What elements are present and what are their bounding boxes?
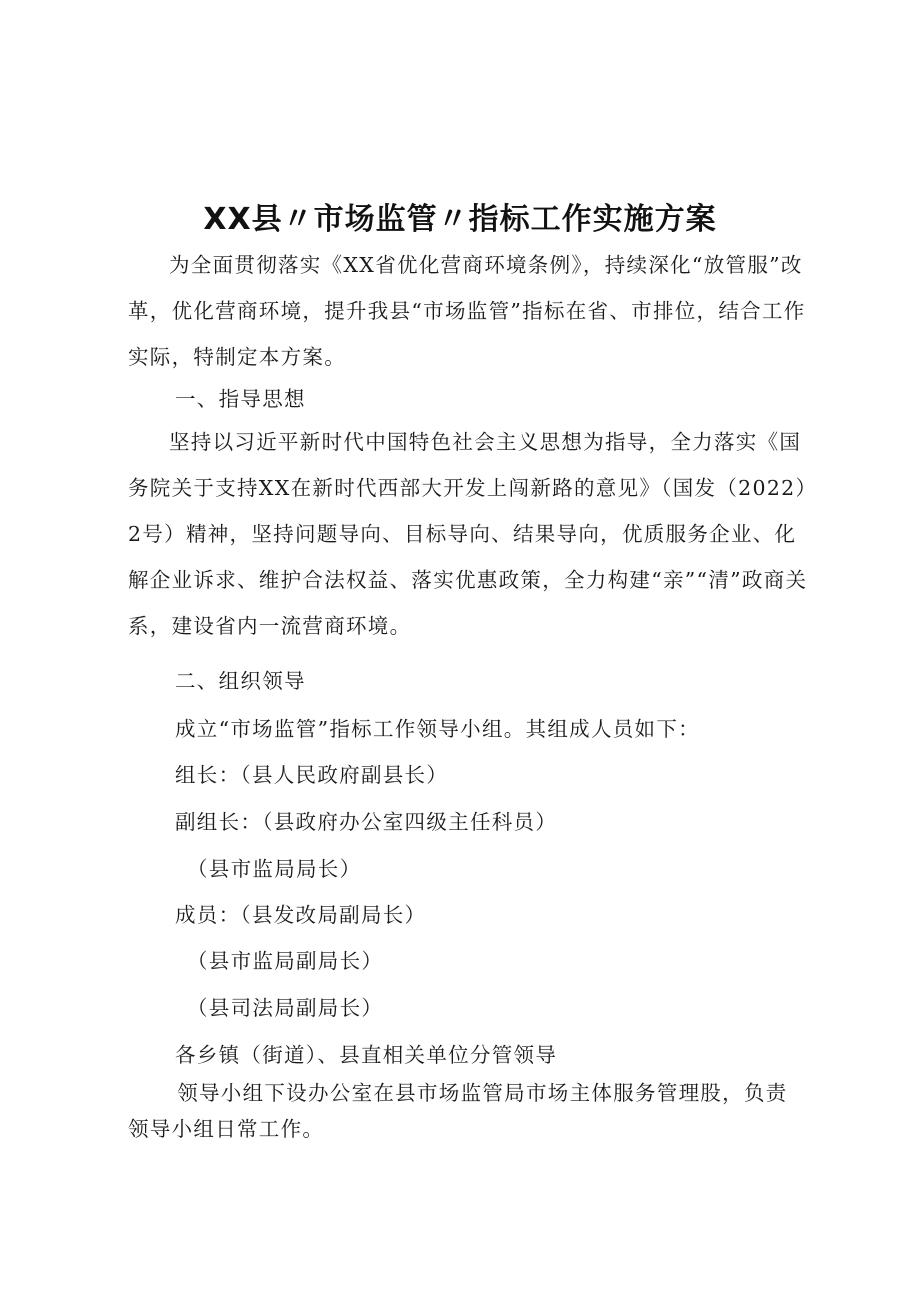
member-line-3: （县司法局副局长） [187,996,384,1020]
organization-intro: 成立“市场监管”指标工作领导小组。其组成人员如下： [175,717,700,741]
leader-line: 组长：（县人民政府副县长） [175,763,449,787]
deputy-leader-line: 副组长：（县政府办公室四级主任科员） [175,810,558,834]
intro-paragraph: 为全面贯彻落实《XX省优化营商环境条例》，持续深化“放管服”改革，优化营商环境，提升我县“市场监管”指标在省、市排位，结合工作实际，特制定本方案。 [128,253,806,369]
section-heading-organization: 二、组织领导 [175,669,306,693]
document-title: XX县〃市场监管〃指标工作实施方案 [203,202,717,238]
member-line-4: 各乡镇（街道）、县直相关单位分管领导 [175,1043,558,1067]
member-line-2: （县市监局副局长） [187,949,384,973]
guiding-thought-paragraph: 坚持以习近平新时代中国特色社会主义思想为指导，全力落实《国务院关于支持XX在新时代西部大开发上闯新路的意见》（国发（2022）2号）精神，坚持问题导向、目标导向、结果导向，优质服务企业、化解企业诉求、维护合法权益、落实优惠政策，全力构建“亲”“清”政商关系，建设省内一流营商环境。 [128,430,808,638]
deputy-leader-line-2: （县市监局局长） [187,857,362,881]
member-line: 成员：（县发改局副局长） [175,903,427,927]
office-note-paragraph: 领导小组下设办公室在县市场监管局市场主体服务管理股，负责领导小组日常工作。 [128,1081,788,1141]
section-heading-guiding-thought: 一、指导思想 [175,387,306,411]
